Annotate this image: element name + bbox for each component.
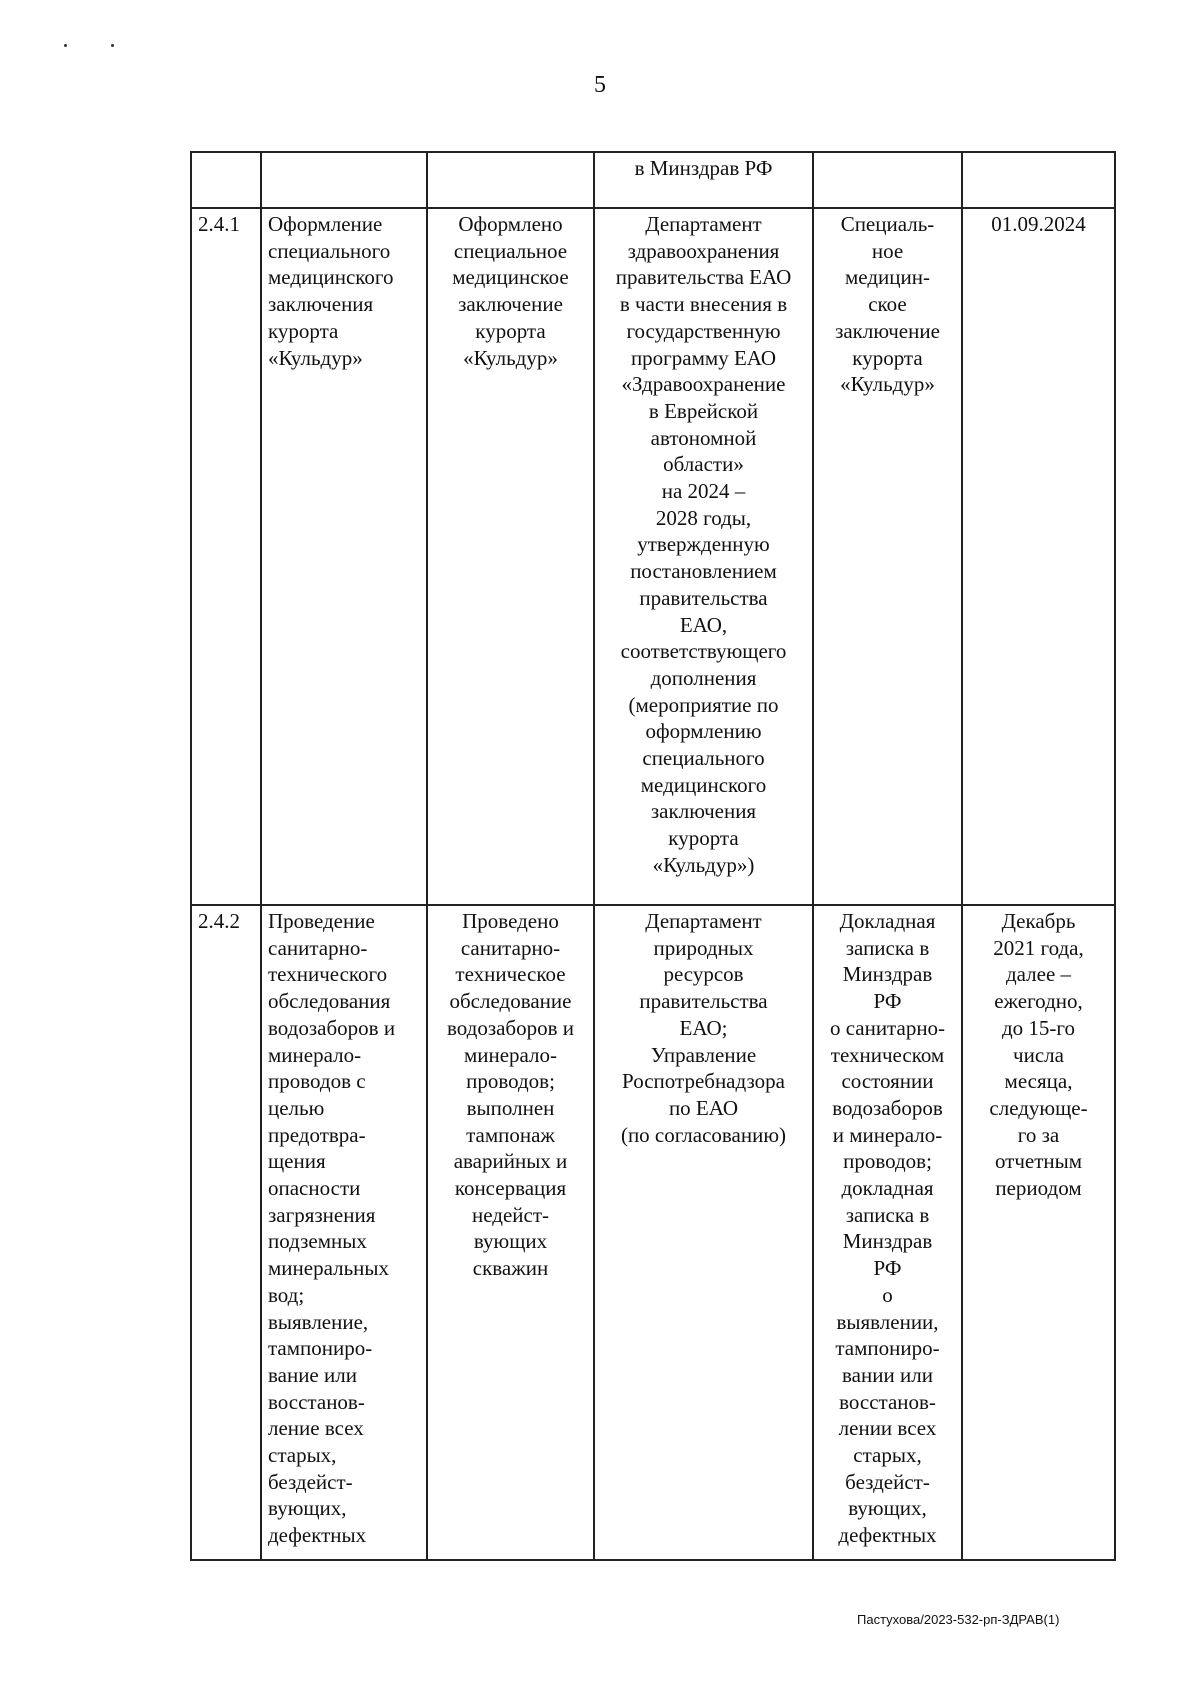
cell-line: водозаборов и [446, 1015, 575, 1040]
cell-line: о санитарно- [829, 1015, 946, 1040]
cell-line: 2028 годы, [655, 505, 752, 530]
cell-line: старых, [268, 1443, 337, 1468]
cell-line: в Еврейской [648, 398, 759, 423]
cell-line: «Кульдур») [652, 852, 755, 877]
cell-line: Докладная [839, 909, 936, 933]
cell-line: дополнения [650, 665, 757, 690]
cell-line: медицинского [268, 265, 394, 290]
cell-line: ное [871, 238, 904, 263]
event-cell [261, 905, 427, 1560]
cell-line: восстанов- [268, 1389, 365, 1414]
cell-line: Роспотребнадзора [622, 1069, 785, 1094]
scan-speck [64, 44, 67, 47]
cell-line: Декабрь [1001, 909, 1076, 933]
cell-line: области» [663, 452, 744, 477]
row-number-cell [191, 208, 261, 905]
row-number: 2.4.2 [198, 909, 240, 933]
cell-line: заключение [835, 318, 940, 343]
cell-line: записка в [845, 935, 930, 960]
event-cell [261, 208, 427, 905]
cell-line: и минерало- [832, 1122, 943, 1147]
cell-line: «Здравоохранение [621, 372, 786, 397]
cell-line: заключения [650, 799, 757, 824]
cell-line: целью [268, 1095, 325, 1120]
cell-line: специальное [453, 238, 568, 263]
table-cell [962, 152, 1115, 208]
cell-line: Департамент [645, 212, 762, 236]
cell-line: вующих, [848, 1496, 927, 1521]
cell-line: курорта [475, 318, 546, 343]
row-number: 2.4.1 [198, 212, 240, 236]
cell-line: вующих [473, 1229, 548, 1254]
cell-line: ЕАО; [679, 1015, 728, 1040]
cell-line: автономной [650, 425, 757, 450]
table-cell [813, 152, 962, 208]
cell-text: в Минздрав РФ [634, 156, 773, 180]
table-row [191, 208, 1115, 905]
cell-line: числа [1013, 1042, 1064, 1067]
cell-line: тампонаж [466, 1122, 555, 1147]
cell-line: недейст- [471, 1202, 550, 1227]
cell-line: ЕАО, [679, 612, 728, 637]
row-number-cell [191, 905, 261, 1560]
cell-line: аварийных и [453, 1149, 568, 1174]
deadline-cell [962, 208, 1115, 905]
cell-line: ресурсов [663, 962, 744, 987]
responsible-cell [594, 905, 813, 1560]
cell-line: Минздрав [842, 962, 933, 987]
cell-line: лении всех [838, 1416, 937, 1441]
cell-line: выявление, [268, 1309, 369, 1334]
cell-line: проводов; [466, 1069, 555, 1094]
cell-line: заключение [458, 292, 563, 317]
cell-line: предотвра- [268, 1122, 366, 1147]
cell-line: курорта [668, 826, 739, 851]
cell-line: государственную [626, 318, 781, 343]
cell-line: РФ [873, 1256, 902, 1281]
cell-line: опасности [268, 1176, 361, 1201]
cell-line: минерало- [463, 1042, 558, 1067]
cell-line: записка в [845, 1202, 930, 1227]
table-cell [427, 152, 594, 208]
cell-line: бездейст- [845, 1469, 930, 1494]
cell-line: выявлении, [836, 1309, 939, 1334]
cell-line: правительства ЕАО [615, 265, 792, 290]
cell-line: техническом [830, 1042, 945, 1067]
cell-line: минерало- [268, 1042, 362, 1067]
cell-line: вующих, [268, 1496, 347, 1521]
result-cell [427, 208, 594, 905]
cell-line: техническое [455, 962, 566, 987]
cell-line: Оформлено [458, 212, 563, 236]
cell-line: Минздрав [842, 1229, 933, 1254]
cell-line: водозаборов и [268, 1015, 396, 1040]
cell-line: минеральных [268, 1256, 389, 1281]
cell-line: подземных [268, 1229, 367, 1254]
cell-line: тампониро- [835, 1336, 940, 1361]
cell-line: дефектных [268, 1523, 367, 1548]
cell-line: «Кульдур» [463, 345, 558, 370]
cell-line: тампониро- [268, 1336, 373, 1361]
cell-line: в части внесения в [619, 292, 788, 317]
cell-line: о [882, 1282, 893, 1307]
cell-line: здравоохранения [627, 238, 780, 263]
cell-line: правительства [639, 989, 768, 1014]
document-cell [813, 208, 962, 905]
cell-line: далее – [1005, 962, 1072, 987]
cell-line: курорта [268, 318, 339, 343]
cell-line: оформлению [645, 719, 762, 744]
cell-line: го за [1017, 1122, 1060, 1147]
cell-line: технического [268, 962, 388, 987]
cell-line: бездейст- [268, 1469, 353, 1494]
table-cell [261, 152, 427, 208]
cell-line: ское [868, 292, 907, 317]
cell-line: вание или [268, 1362, 357, 1387]
cell-line: программу ЕАО [630, 345, 777, 370]
cell-line: ление всех [268, 1416, 364, 1441]
cell-line: специального [642, 746, 765, 771]
cell-line: проводов с [268, 1069, 366, 1094]
cell-line: Проведено [462, 909, 559, 933]
cell-line: выполнен [466, 1095, 555, 1120]
cell-line: утвержденную [637, 532, 770, 557]
cell-line: отчетным [994, 1149, 1083, 1174]
cell-line: медицинское [452, 265, 569, 290]
table-row-continuation [191, 152, 1115, 208]
cell-line: Департамент [645, 909, 762, 933]
cell-line: вании или [842, 1362, 933, 1387]
page-number: 5 [594, 72, 606, 98]
cell-line: проводов; [843, 1149, 932, 1174]
cell-line: медицин- [845, 265, 930, 290]
cell-line: восстанов- [839, 1389, 936, 1414]
result-cell [427, 905, 594, 1560]
cell-line: ежегодно, [994, 989, 1083, 1014]
cell-line: щения [268, 1149, 326, 1174]
table-cell [191, 152, 261, 208]
table-row [191, 905, 1115, 1560]
cell-line: периодом [995, 1176, 1082, 1201]
cell-line: на 2024 – [661, 479, 746, 504]
cell-line: следующе- [989, 1095, 1088, 1120]
cell-line: заключения [268, 292, 374, 317]
cell-line: курорта [852, 345, 923, 370]
cell-line: санитарно- [268, 935, 368, 960]
cell-line: правительства [639, 585, 768, 610]
cell-line: «Кульдур» [268, 345, 363, 370]
cell-line: водозаборов [832, 1095, 943, 1120]
cell-line: до 15-го [1001, 1015, 1076, 1040]
cell-line: загрязнения [268, 1202, 376, 1227]
cell-line: природных [653, 935, 754, 960]
cell-line: 01.09.2024 [991, 212, 1086, 236]
document-footer-reference: Пастухова/2023-532-рп-ЗДРАВ(1) [857, 1612, 1060, 1627]
cell-line: по ЕАО [668, 1095, 739, 1120]
cell-line: консервация [454, 1176, 567, 1201]
cell-line: медицинского [640, 772, 767, 797]
cell-line: месяца, [1004, 1069, 1073, 1094]
cell-line: состоянии [841, 1069, 934, 1094]
table-cell [594, 152, 813, 208]
cell-line: обследование [449, 989, 572, 1014]
scan-speck [111, 44, 114, 47]
cell-line: старых, [853, 1443, 922, 1468]
cell-line: «Кульдур» [840, 372, 935, 397]
cell-line: докладная [841, 1176, 934, 1201]
cell-line: 2021 года, [993, 935, 1084, 960]
cell-line: специального [268, 238, 391, 263]
cell-line: Проведение [268, 909, 375, 933]
cell-line: санитарно- [460, 935, 561, 960]
cell-line: РФ [873, 989, 902, 1014]
cell-line: (мероприятие по [628, 692, 779, 717]
cell-line: соответствующего [620, 639, 787, 664]
plan-table [190, 151, 1116, 1561]
deadline-cell [962, 905, 1115, 1560]
cell-line: вод; [268, 1282, 305, 1307]
cell-line: Управление [650, 1042, 757, 1067]
cell-line: постановлением [630, 559, 777, 584]
cell-line: обследования [268, 989, 391, 1014]
cell-line: скважин [472, 1256, 549, 1281]
document-cell [813, 905, 962, 1560]
cell-line: Специаль- [840, 212, 935, 236]
responsible-cell [594, 208, 813, 905]
cell-line: (по согласованию) [620, 1122, 787, 1147]
cell-line: дефектных [838, 1523, 937, 1548]
cell-line: Оформление [268, 212, 383, 236]
